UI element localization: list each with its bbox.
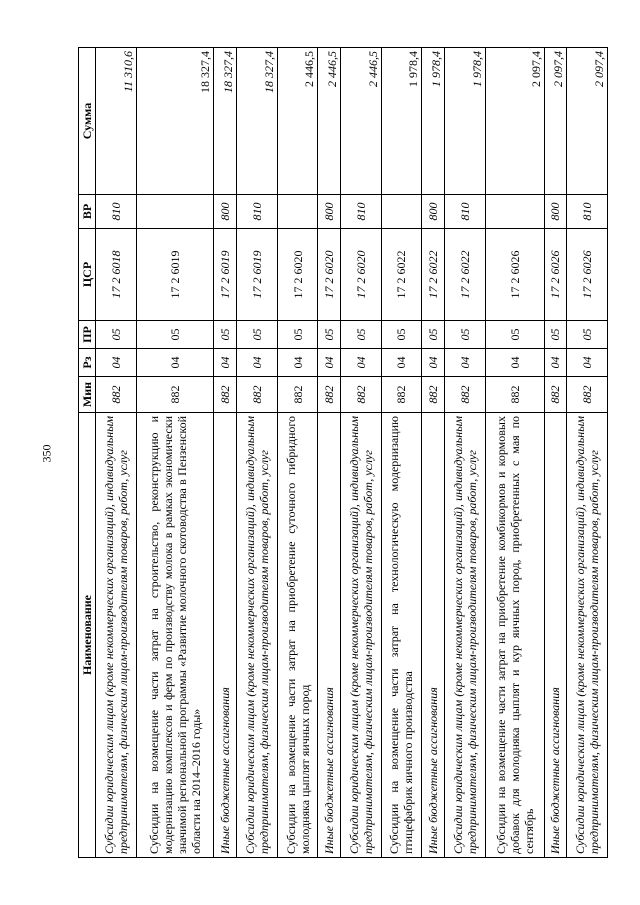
cell-min: 882 bbox=[318, 377, 340, 413]
cell-name: Субсидии на возмещение части затрат на приобретение комбикормов и кормовых добавок для молодняка цыплят и кур яичных пород, приобретенных с мая по сентябрь bbox=[485, 413, 544, 858]
table-row bbox=[544, 48, 566, 858]
cell-min: 882 bbox=[236, 377, 277, 413]
cell-min: 882 bbox=[381, 377, 422, 413]
cell-rz: 04 bbox=[485, 349, 544, 377]
cell-vr: 810 bbox=[340, 195, 381, 229]
cell-vr: 800 bbox=[214, 195, 236, 229]
cell-rz: 04 bbox=[544, 349, 566, 377]
cell-pr: 05 bbox=[214, 321, 236, 349]
table-row bbox=[444, 48, 485, 858]
cell-pr: 05 bbox=[136, 321, 214, 349]
cell-vr bbox=[381, 195, 422, 229]
rotated-table-wrapper bbox=[78, 48, 608, 858]
cell-vr: 810 bbox=[236, 195, 277, 229]
cell-sum: 1 978,4 bbox=[422, 48, 444, 195]
cell-pr: 05 bbox=[318, 321, 340, 349]
budget-table bbox=[78, 47, 608, 858]
cell-min: 882 bbox=[340, 377, 381, 413]
cell-sum: 2 446,5 bbox=[340, 48, 381, 195]
cell-rz: 04 bbox=[340, 349, 381, 377]
table-row bbox=[277, 48, 318, 858]
cell-rz: 04 bbox=[422, 349, 444, 377]
cell-csr: 17 2 6019 bbox=[236, 229, 277, 321]
cell-csr: 17 2 6020 bbox=[340, 229, 381, 321]
cell-pr: 05 bbox=[236, 321, 277, 349]
cell-min: 882 bbox=[485, 377, 544, 413]
cell-min: 882 bbox=[277, 377, 318, 413]
cell-pr: 05 bbox=[444, 321, 485, 349]
cell-min: 882 bbox=[444, 377, 485, 413]
cell-csr: 17 2 6022 bbox=[444, 229, 485, 321]
cell-csr: 17 2 6019 bbox=[214, 229, 236, 321]
cell-vr: 800 bbox=[422, 195, 444, 229]
cell-csr: 17 2 6022 bbox=[381, 229, 422, 321]
cell-rz: 04 bbox=[381, 349, 422, 377]
cell-min: 882 bbox=[136, 377, 214, 413]
table-row bbox=[485, 48, 544, 858]
cell-vr: 810 bbox=[567, 195, 608, 229]
table-header-row bbox=[79, 48, 96, 858]
cell-min: 882 bbox=[567, 377, 608, 413]
cell-sum: 2 097,4 bbox=[544, 48, 566, 195]
cell-vr: 810 bbox=[96, 195, 137, 229]
table-row bbox=[381, 48, 422, 858]
table-row bbox=[422, 48, 444, 858]
cell-vr bbox=[485, 195, 544, 229]
cell-name: Субсидии на возмещение части затрат на приобретение суточного гибридного молодняка цыплят яичных пород bbox=[277, 413, 318, 858]
header-sum: Сумма bbox=[79, 48, 96, 195]
cell-min: 882 bbox=[422, 377, 444, 413]
header-min: Мин bbox=[79, 377, 96, 413]
table-row bbox=[567, 48, 608, 858]
cell-pr: 05 bbox=[277, 321, 318, 349]
cell-csr: 17 2 6026 bbox=[544, 229, 566, 321]
cell-vr bbox=[136, 195, 214, 229]
cell-pr: 05 bbox=[96, 321, 137, 349]
cell-rz: 04 bbox=[136, 349, 214, 377]
cell-sum: 2 097,4 bbox=[485, 48, 544, 195]
cell-name: Субсидии юридическим лицам (кроме некоммерческих организаций), индивидуальным предпринимателям, физическим лицам-производителям товаров, работ, услуг bbox=[96, 413, 137, 858]
cell-sum: 18 327,4 bbox=[236, 48, 277, 195]
cell-sum: 11 310,6 bbox=[96, 48, 137, 195]
cell-rz: 04 bbox=[444, 349, 485, 377]
cell-pr: 05 bbox=[381, 321, 422, 349]
cell-sum: 2 446,5 bbox=[318, 48, 340, 195]
cell-name: Иные бюджетные ассигнования bbox=[422, 413, 444, 858]
cell-pr: 05 bbox=[485, 321, 544, 349]
cell-csr: 17 2 6026 bbox=[567, 229, 608, 321]
cell-pr: 05 bbox=[544, 321, 566, 349]
header-rz: Рз bbox=[79, 349, 96, 377]
cell-min: 882 bbox=[544, 377, 566, 413]
cell-name: Субсидии юридическим лицам (кроме некоммерческих организаций), индивидуальным предпринимателям, физическим лицам-производителям товаров, работ, услуг bbox=[567, 413, 608, 858]
cell-rz: 04 bbox=[214, 349, 236, 377]
cell-name: Субсидии юридическим лицам (кроме некоммерческих организаций), индивидуальным предпринимателям, физическим лицам-производителям товаров, работ, услуг bbox=[444, 413, 485, 858]
table-row bbox=[318, 48, 340, 858]
table-row bbox=[136, 48, 214, 858]
cell-pr: 05 bbox=[340, 321, 381, 349]
header-pr: ПР bbox=[79, 321, 96, 349]
cell-rz: 04 bbox=[236, 349, 277, 377]
table-row bbox=[236, 48, 277, 858]
header-vr: ВР bbox=[79, 195, 96, 229]
cell-csr: 17 2 6019 bbox=[136, 229, 214, 321]
cell-pr: 05 bbox=[567, 321, 608, 349]
cell-vr: 800 bbox=[318, 195, 340, 229]
table-body bbox=[96, 48, 608, 858]
cell-sum: 1 978,4 bbox=[381, 48, 422, 195]
table-row bbox=[96, 48, 137, 858]
cell-name: Иные бюджетные ассигнования bbox=[214, 413, 236, 858]
cell-sum: 18 327,4 bbox=[214, 48, 236, 195]
cell-csr: 17 2 6022 bbox=[422, 229, 444, 321]
cell-name: Субсидии на возмещение части затрат на строительство, реконструкцию и модернизацию комплексов и ферм по производству молока в рамках экономически значимой региональной программы «Развитие молочного скотоводства в Пензенской области на 2014–2016 годы» bbox=[136, 413, 214, 858]
cell-vr bbox=[277, 195, 318, 229]
cell-name: Иные бюджетные ассигнования bbox=[318, 413, 340, 858]
page-number: 350 bbox=[39, 444, 54, 463]
cell-sum: 1 978,4 bbox=[444, 48, 485, 195]
cell-rz: 04 bbox=[318, 349, 340, 377]
cell-rz: 04 bbox=[277, 349, 318, 377]
cell-name: Субсидии юридическим лицам (кроме некоммерческих организаций), индивидуальным предпринимателям, физическим лицам-производителям товаров, работ, услуг bbox=[236, 413, 277, 858]
cell-pr: 05 bbox=[422, 321, 444, 349]
cell-min: 882 bbox=[96, 377, 137, 413]
cell-sum: 18 327,4 bbox=[136, 48, 214, 195]
cell-vr: 810 bbox=[444, 195, 485, 229]
cell-csr: 17 2 6020 bbox=[318, 229, 340, 321]
cell-name: Субсидии на возмещение части затрат на технологическую модернизацию птицефабрик яичного производства bbox=[381, 413, 422, 858]
table-row bbox=[214, 48, 236, 858]
cell-sum: 2 446,5 bbox=[277, 48, 318, 195]
table-row bbox=[340, 48, 381, 858]
cell-vr: 800 bbox=[544, 195, 566, 229]
cell-name: Иные бюджетные ассигнования bbox=[544, 413, 566, 858]
cell-rz: 04 bbox=[96, 349, 137, 377]
cell-csr: 17 2 6020 bbox=[277, 229, 318, 321]
cell-min: 882 bbox=[214, 377, 236, 413]
header-csr: ЦСР bbox=[79, 229, 96, 321]
header-name: Наименование bbox=[79, 413, 96, 858]
cell-csr: 17 2 6026 bbox=[485, 229, 544, 321]
cell-csr: 17 2 6018 bbox=[96, 229, 137, 321]
cell-rz: 04 bbox=[567, 349, 608, 377]
cell-name: Субсидии юридическим лицам (кроме некоммерческих организаций), индивидуальным предпринимателям, физическим лицам-производителям товаров, работ, услуг bbox=[340, 413, 381, 858]
cell-sum: 2 097,4 bbox=[567, 48, 608, 195]
